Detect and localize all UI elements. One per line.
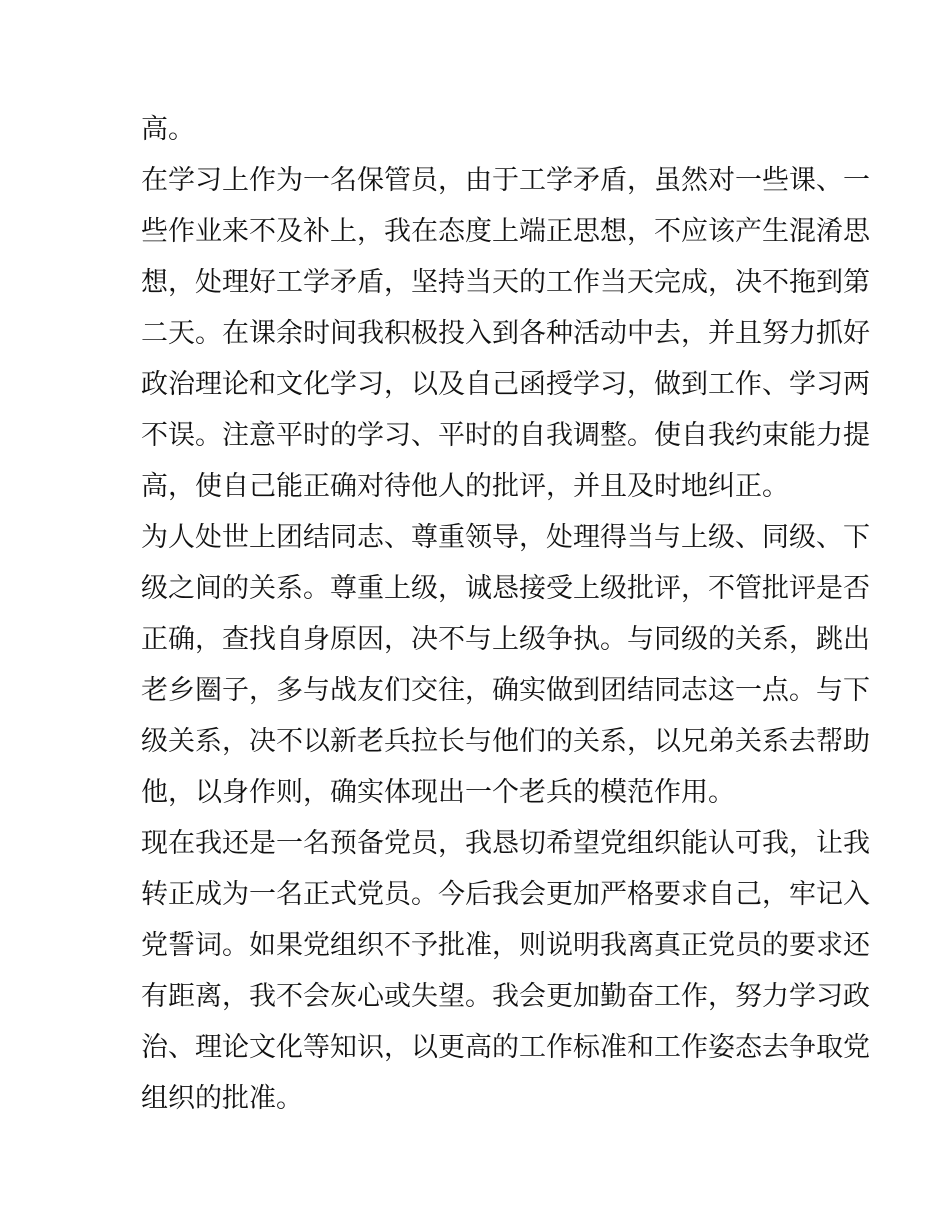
text-line: 现在我还是一名预备党员，我恳切希望党组织能认可我，让我 — [141, 828, 870, 859]
text-line: 有距离，我不会灰心或失望。我会更加勤奋工作，努力学习政 — [141, 981, 870, 1012]
text-line: 高，使自己能正确对待他人的批评，并且及时地纠正。 — [141, 471, 789, 502]
text-line: 党誓词。如果党组织不予批准，则说明我离真正党员的要求还 — [141, 930, 870, 961]
paragraph-continuation — [141, 104, 821, 155]
text-line: 正确，查找自身原因，决不与上级争执。与同级的关系，跳出 — [141, 624, 870, 655]
text-line: 级关系，决不以新老兵拉长与他们的关系，以兄弟关系去帮助 — [141, 726, 870, 757]
text-line: 些作业来不及补上，我在态度上端正思想，不应该产生混淆思 — [141, 216, 870, 247]
paragraph-relations — [141, 512, 870, 818]
paragraph-party-membership — [141, 818, 870, 1124]
text-line: 他，以身作则，确实体现出一个老兵的模范作用。 — [141, 777, 735, 808]
text-line: 不误。注意平时的学习、平时的自我调整。使自我约束能力提 — [141, 420, 870, 451]
text-line: 转正成为一名正式党员。今后我会更加严格要求自己，牢记入 — [141, 879, 870, 910]
text-line: 二天。在课余时间我积极投入到各种活动中去，并且努力抓好 — [141, 318, 870, 349]
text-line: 政治理论和文化学习，以及自己函授学习，做到工作、学习两 — [141, 369, 870, 400]
paragraph-study — [141, 155, 870, 512]
text-line: 级之间的关系。尊重上级，诚恳接受上级批评，不管批评是否 — [141, 573, 870, 604]
text-line: 组织的批准。 — [141, 1083, 303, 1114]
text-line: 在学习上作为一名保管员，由于工学矛盾，虽然对一些课、一 — [141, 165, 870, 196]
text-line: 为人处世上团结同志、尊重领导，处理得当与上级、同级、下 — [141, 522, 870, 553]
text-line: 想，处理好工学矛盾，坚持当天的工作当天完成，决不拖到第 — [141, 267, 870, 298]
text-line: 治、理论文化等知识，以更高的工作标准和工作姿态去争取党 — [141, 1032, 870, 1063]
text-line: 高。 — [141, 114, 195, 145]
document-body — [141, 104, 870, 1124]
text-line: 老乡圈子，多与战友们交往，确实做到团结同志这一点。与下 — [141, 675, 870, 706]
